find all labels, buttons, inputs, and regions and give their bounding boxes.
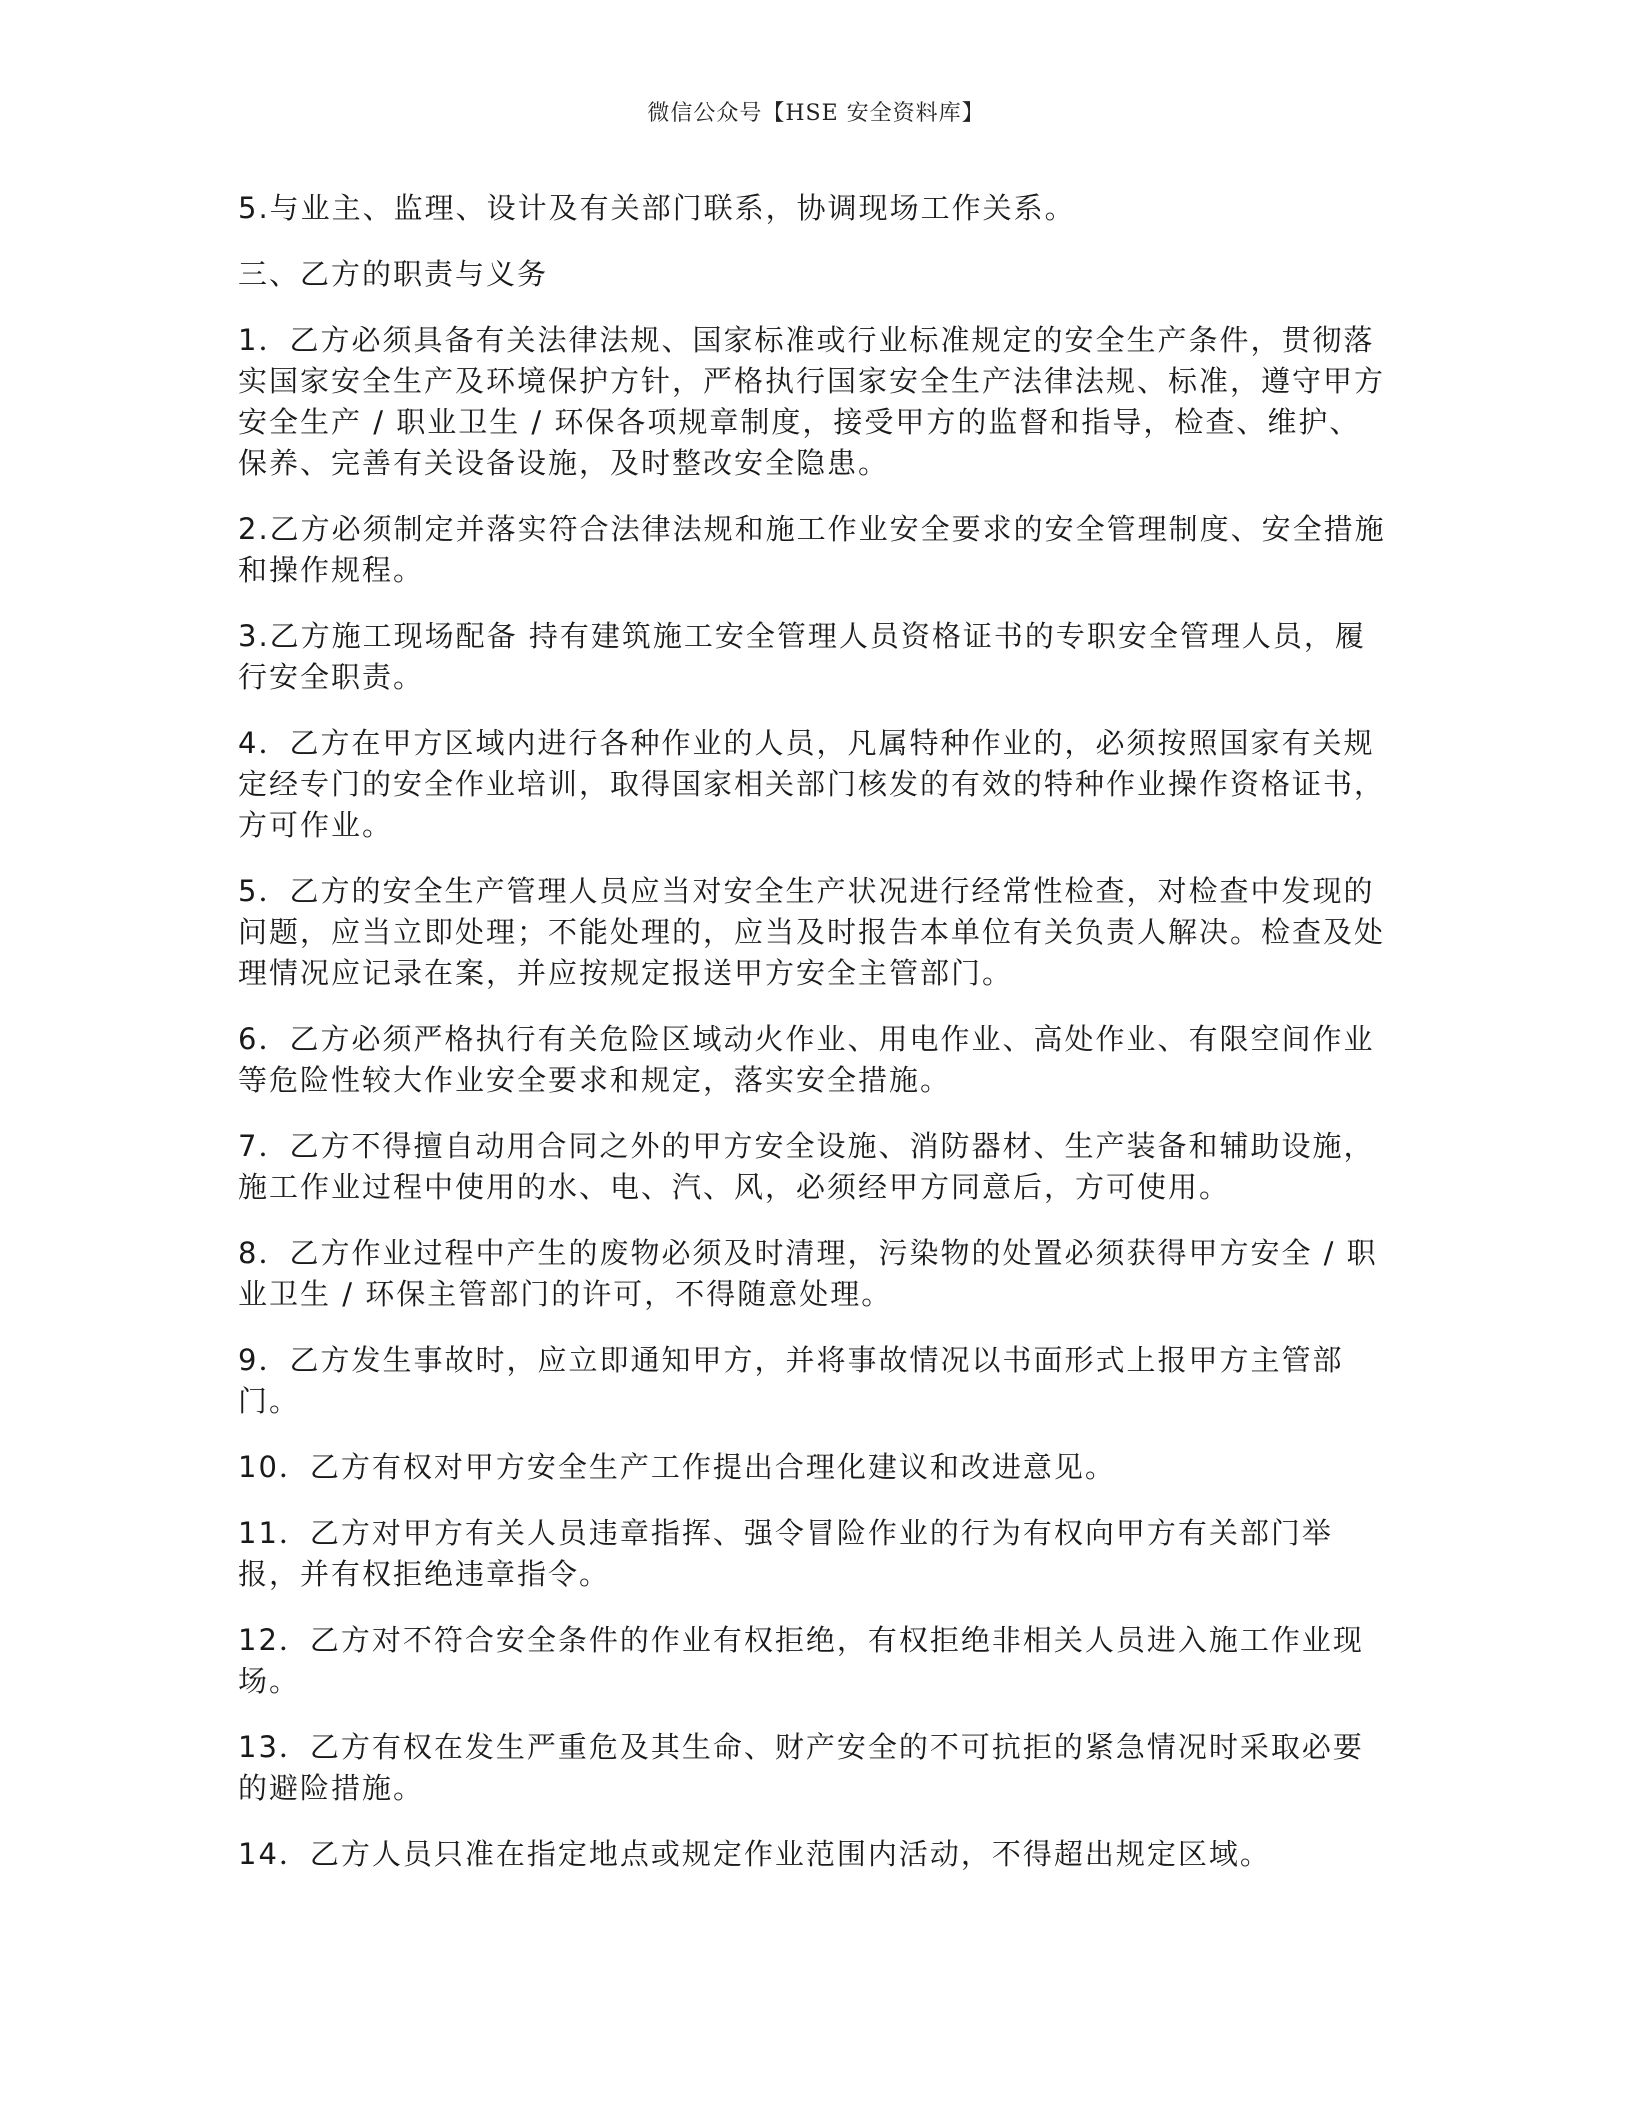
paragraph-item-11: 11．乙方对甲方有关人员违章指挥、强令冒险作业的行为有权向甲方有关部门举报，并有权拒绝违章指令。 — [238, 1516, 1333, 1591]
section-heading: 三、乙方的职责与义务 — [238, 257, 549, 291]
paragraph-item-14: 14．乙方人员只准在指定地点或规定作业范围内活动，不得超出规定区域。 — [238, 1837, 1271, 1871]
page-header: 微信公众号【HSE 安全资料库】 — [647, 101, 985, 126]
paragraph-item-7: 7．乙方不得擅自动用合同之外的甲方安全设施、消防器材、生产装备和辅助设施，施工作业过程中使用的水、电、汽、风，必须经甲方同意后，方可使用。 — [238, 1129, 1375, 1204]
paragraph-item-6: 6．乙方必须严格执行有关危险区域动火作业、用电作业、高处作业、有限空间作业等危险性较大作业安全要求和规定，落实安全措施。 — [238, 1022, 1375, 1097]
paragraph-item-12: 12．乙方对不符合安全条件的作业有权拒绝，有权拒绝非相关人员进入施工作业现场。 — [238, 1623, 1364, 1698]
paragraph-item-3: 3.乙方施工现场配备 持有建筑施工安全管理人员资格证书的专职安全管理人员，履行安全职责。 — [238, 619, 1366, 694]
paragraph-item-10: 10．乙方有权对甲方安全生产工作提出合理化建议和改进意见。 — [238, 1450, 1116, 1484]
paragraph-item-8: 8．乙方作业过程中产生的废物必须及时清理，污染物的处置必须获得甲方安全 / 职业卫生 / 环保主管部门的许可，不得随意处理。 — [238, 1236, 1378, 1311]
paragraph-item-5: 5．乙方的安全生产管理人员应当对安全生产状况进行经常性检查，对检查中发现的问题，应当立即处理；不能处理的，应当及时报告本单位有关负责人解决。检查及处理情况应记录在案，并应按规定报送甲方安全主管部门。 — [238, 874, 1386, 990]
paragraph-item-9: 9．乙方发生事故时，应立即通知甲方，并将事故情况以书面形式上报甲方主管部门。 — [238, 1343, 1344, 1418]
paragraph-coordination: 5.与业主、监理、设计及有关部门联系，协调现场工作关系。 — [238, 191, 1076, 225]
paragraph-item-2: 2.乙方必须制定并落实符合法律法规和施工作业安全要求的安全管理制度、安全措施和操作规程。 — [238, 512, 1386, 587]
paragraph-item-4: 4．乙方在甲方区域内进行各种作业的人员，凡属特种作业的，必须按照国家有关规定经专门的安全作业培训，取得国家相关部门核发的有效的特种作业操作资格证书，方可作业。 — [238, 726, 1386, 842]
paragraph-item-1: 1．乙方必须具备有关法律法规、国家标准或行业标准规定的安全生产条件，贯彻落实国家安全生产及环境保护方针，严格执行国家安全生产法律法规、标准，遵守甲方安全生产 / 职业卫生 / 环保各项规章制度，接受甲方的监督和指导，检查、维护、保养、完善有关设备设施，及时整改安全隐患。 — [238, 323, 1386, 480]
paragraph-item-13: 13．乙方有权在发生严重危及其生命、财产安全的不可抗拒的紧急情况时采取必要的避险措施。 — [238, 1730, 1364, 1805]
document-body — [238, 188, 1386, 1900]
